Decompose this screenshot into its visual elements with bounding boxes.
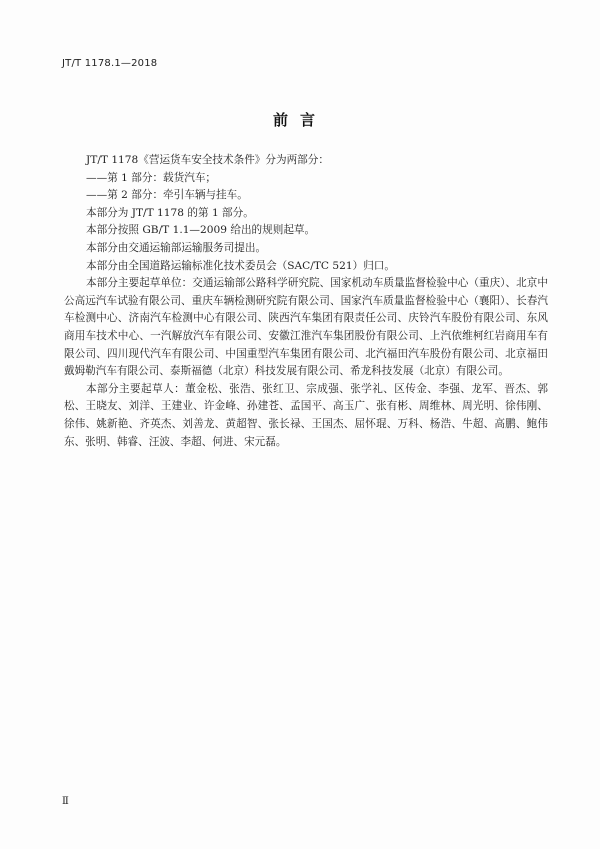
intro-line: 本部分为 JT/T 1178 的第 1 部分。 bbox=[86, 206, 254, 219]
drafters-paragraph: 本部分主要起草人：董金松、张浩、张红卫、宗成强、张学礼、区传金、李强、龙军、晋杰、郭松、王晓友、刘洋、王建业、许金峰、孙建苍、孟国平、高玉广、张有彬、周维林、周光明、徐伟刚、徐伟、姚新艳、齐英杰、刘善龙、黄超智、张长禄、王国杰、屈怀琨、万科、杨浩、牛超、高鹏、鲍伟东、张明、韩睿、汪波、李超、何进、宋元磊。 bbox=[64, 382, 548, 448]
foreword-body bbox=[64, 152, 548, 451]
intro-line: JT/T 1178《营运货车安全技术条件》分为两部分： bbox=[86, 154, 329, 166]
standard-code: JT/T 1178.1—2018 bbox=[62, 58, 158, 69]
part-list-item: ——第 2 部分：牵引车辆与挂车。 bbox=[86, 189, 248, 202]
drafting-units-paragraph: 本部分主要起草单位：交通运输部公路科学研究院、国家机动车质量监督检验中心（重庆）、北京中公高远汽车试验有限公司、重庆车辆检测研究院有限公司、国家汽车质量监督检验中心（襄阳）、长春汽车检测中心、济南汽车检测中心有限公司、陕西汽车集团有限责任公司、庆铃汽车股份有限公司、东风商用车技术中心、一汽解放汽车有限公司、安徽江淮汽车集团股份有限公司、上汽依维柯红岩商用车有限公司、四川现代汽车有限公司、中国重型汽车集团有限公司、北汽福田汽车股份有限公司、北京福田戴姆勒汽车有限公司、泰斯福德（北京）科技发展有限公司、希龙科技发展（北京）有限公司。 bbox=[64, 277, 548, 378]
part-list-item: ——第 1 部分：载货汽车； bbox=[86, 171, 217, 184]
page-title: 前言 bbox=[272, 111, 327, 129]
intro-line: 本部分由交通运输部运输服务司提出。 bbox=[86, 241, 267, 254]
intro-line: 本部分由全国道路运输标准化技术委员会（SAC/TC 521）归口。 bbox=[86, 259, 395, 272]
intro-line: 本部分按照 GB/T 1.1—2009 给出的规则起草。 bbox=[86, 224, 316, 237]
page-number: Ⅱ bbox=[62, 796, 69, 807]
